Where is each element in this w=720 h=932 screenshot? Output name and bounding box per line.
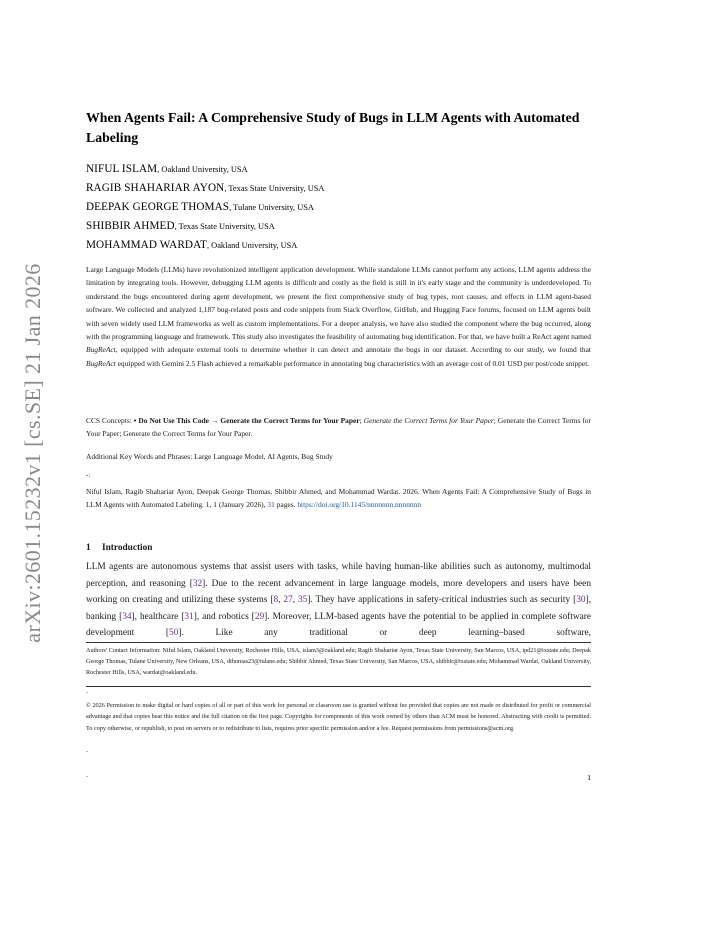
citation-link[interactable]: 35 (297, 595, 308, 606)
footer-mark: - (86, 774, 88, 780)
agent-name: BugReAct (86, 358, 116, 368)
section-heading (86, 541, 591, 555)
citation-link[interactable]: 8 (273, 595, 279, 606)
body-text: ]. Moreover, LLM-based agents have the potential to be applied in complete software development [ (86, 611, 591, 639)
body-text: , (292, 595, 298, 606)
ccs-other-terms: ; Generate the Correct Terms for Your Paper; Generate the Correct Terms for Your Paper. (86, 416, 592, 439)
ccs-concepts (86, 414, 591, 441)
copyright-notice: © 2026 Permission to make digital or hard copies of all or part of this work for personal or classroom use is granted without fee provided that copies are not made or distributed for profit or commercial advantage and that copies bear this notice and the full citation on the first page. Copyrights for components of this work owned by others than ACM must be honored. Abstracting with credit is permitted. To copy otherwise, or republish, to post on servers or to redistribute to lists, requires prior specific permission and/or a fee. Request permissions from permissions@acm.org. (86, 702, 591, 732)
doi-link[interactable]: https://doi.org/10.1145/nnnnnnn.nnnnnnn (297, 500, 422, 510)
agent-name: BugReAct (86, 345, 116, 355)
citation-link[interactable]: 31 (184, 611, 194, 622)
acm-reference-format (86, 485, 591, 512)
separator-mark: - (86, 690, 88, 696)
paper-title: When Agents Fail: A Comprehensive Study of Bugs in LLM Agents with Automated Labeling (86, 110, 580, 145)
author-entry (86, 179, 591, 198)
abstract (86, 263, 591, 370)
footnote-divider (86, 642, 591, 643)
author-name: NIFUL ISLAM (86, 163, 158, 175)
body-text: ], banking [ (86, 595, 592, 622)
author-name: MOHAMMAD WARDAT (86, 239, 207, 251)
body-text: , (278, 595, 284, 606)
ccs-italic-term: Generate the Correct Terms for Your Paper (363, 416, 494, 425)
abstract-text: equipped with Gemini 2.5 Flash achieved a remarkable performance in annotating bug characteristics with an average cost of 0.01 USD per post/code snippet. (115, 358, 590, 368)
author-affiliation: , Texas State University, USA (174, 222, 275, 231)
citation-link[interactable]: 50 (169, 628, 179, 639)
body-text: ]. Like any traditional or deep learning–based software, (178, 628, 591, 639)
author-affiliation: , Texas State University, USA (224, 184, 325, 193)
abstract-text: , equipped with adequate external tools to determine whether it can detect and annotate the bugs in our dataset. According to our study, we found that (115, 345, 591, 355)
author-name: SHIBBIR AHMED (86, 220, 175, 232)
citation-link[interactable]: 27 (283, 595, 293, 606)
section-title: Introduction (102, 543, 153, 553)
ccs-label: CCS Concepts: (86, 416, 134, 425)
page-number: 1 (587, 773, 591, 782)
author-contact-information: Authors' Contact Information: Niful Islam, Oakland University, Rochester Hills, USA, islam3@oakland.edu; Ragib Shahariar Ayon, Texas State University, San Marcos, USA, ipd21@txstate.edu; Deepak George Thomas, Tulane University, New Orleans, USA, dthomas23@tulane.edu; Shibbir Ahmed, Texas State University, San Marcos, USA, shibbir@txstate.edu; Mohammad Wardat, Oakland University, Rochester Hills, USA, wardat@oakland.edu. (86, 647, 591, 677)
acm-reference-pages: pages. (274, 500, 298, 510)
page-count-link[interactable]: 31 (267, 500, 275, 510)
ccs-bullet: • (133, 416, 139, 425)
body-text: ], healthcare [ (131, 611, 185, 622)
author-name: DEEPAK GEORGE THOMAS (86, 201, 230, 213)
body-text: ], and robotics [ (193, 611, 255, 622)
section-number: 1 (86, 543, 91, 553)
ccs-separator: ; (359, 416, 364, 425)
citation-link[interactable]: 32 (192, 578, 203, 589)
keywords: Additional Key Words and Phrases: Large Language Model, AI Agents, Bug Study (86, 452, 333, 461)
citation-link[interactable]: 30 (576, 595, 586, 606)
arxiv-identifier-stamp: arXiv:2601.15232v1 [cs.SE] 21 Jan 2026 (20, 263, 45, 643)
body-text: ]. They have applications in safety-critical industries such as security [ (307, 595, 577, 606)
acm-reference-text: Niful Islam, Ragib Shahariar Ayon, Deepak George Thomas, Shibbir Ahmed, and Mohammad Wardat. 2026. When Agents Fail: A Comprehensive Study of Bugs in LLM Agents with Automated Labeling. 1, 1 (January 2026), (86, 487, 591, 510)
ccs-primary-term: Do Not Use This Code → Generate the Correct Terms for Your Paper (138, 416, 360, 425)
author-affiliation: , Oakland University, USA (206, 241, 298, 250)
author-affiliation: , Tulane University, USA (229, 203, 314, 212)
introduction-paragraph (86, 559, 591, 642)
author-entry (86, 160, 591, 179)
citation-link[interactable]: 34 (122, 611, 132, 622)
citation-link[interactable]: 29 (254, 611, 265, 622)
body-text: ]. Due to the recent advancement in large language models, more developers and users have been working on creating and utilizing these systems [ (86, 578, 591, 606)
abstract-text: Large Language Models (LLMs) have revolutionized intelligent application development. While standalone LLMs cannot perform any actions, LLM agents address the limitation by integrating tools. However, debugging LLM agents is difficult and costly as the field is still in it's early stage and the community is underdeveloped. To understand the bugs encountered during agent development, we present the first comprehensive study of bug types, root causes, and effects in LLM agent-based software. We collected and analyzed 1,187 bug-related posts and code snippets from Stack Overflow, GitHub, and Hugging Face forums, focused on LLM agents built with seven widely used LLM frameworks as well as custom implementations. For a deeper analysis, we have also studied the component where the bug occurred, along with the programming language and framework. This study also investigates the feasibility of automating bug identification. For that, we have built a ReAct agent named (86, 265, 591, 342)
author-affiliation: , Oakland University, USA (157, 165, 248, 174)
acm-reference-marker: -: (86, 471, 91, 479)
author-name: RAGIB SHAHARIAR AYON (86, 182, 225, 194)
copyright-divider (86, 686, 591, 687)
author-entry (86, 198, 591, 217)
author-list (86, 160, 591, 255)
separator-mark: - (86, 749, 88, 755)
author-entry (86, 217, 591, 236)
author-entry (86, 236, 591, 255)
body-text: LLM agents are autonomous systems that assist users with tasks, while having human-like abilities such as autonomy, multimodal perception, and reasoning [ (86, 562, 591, 589)
